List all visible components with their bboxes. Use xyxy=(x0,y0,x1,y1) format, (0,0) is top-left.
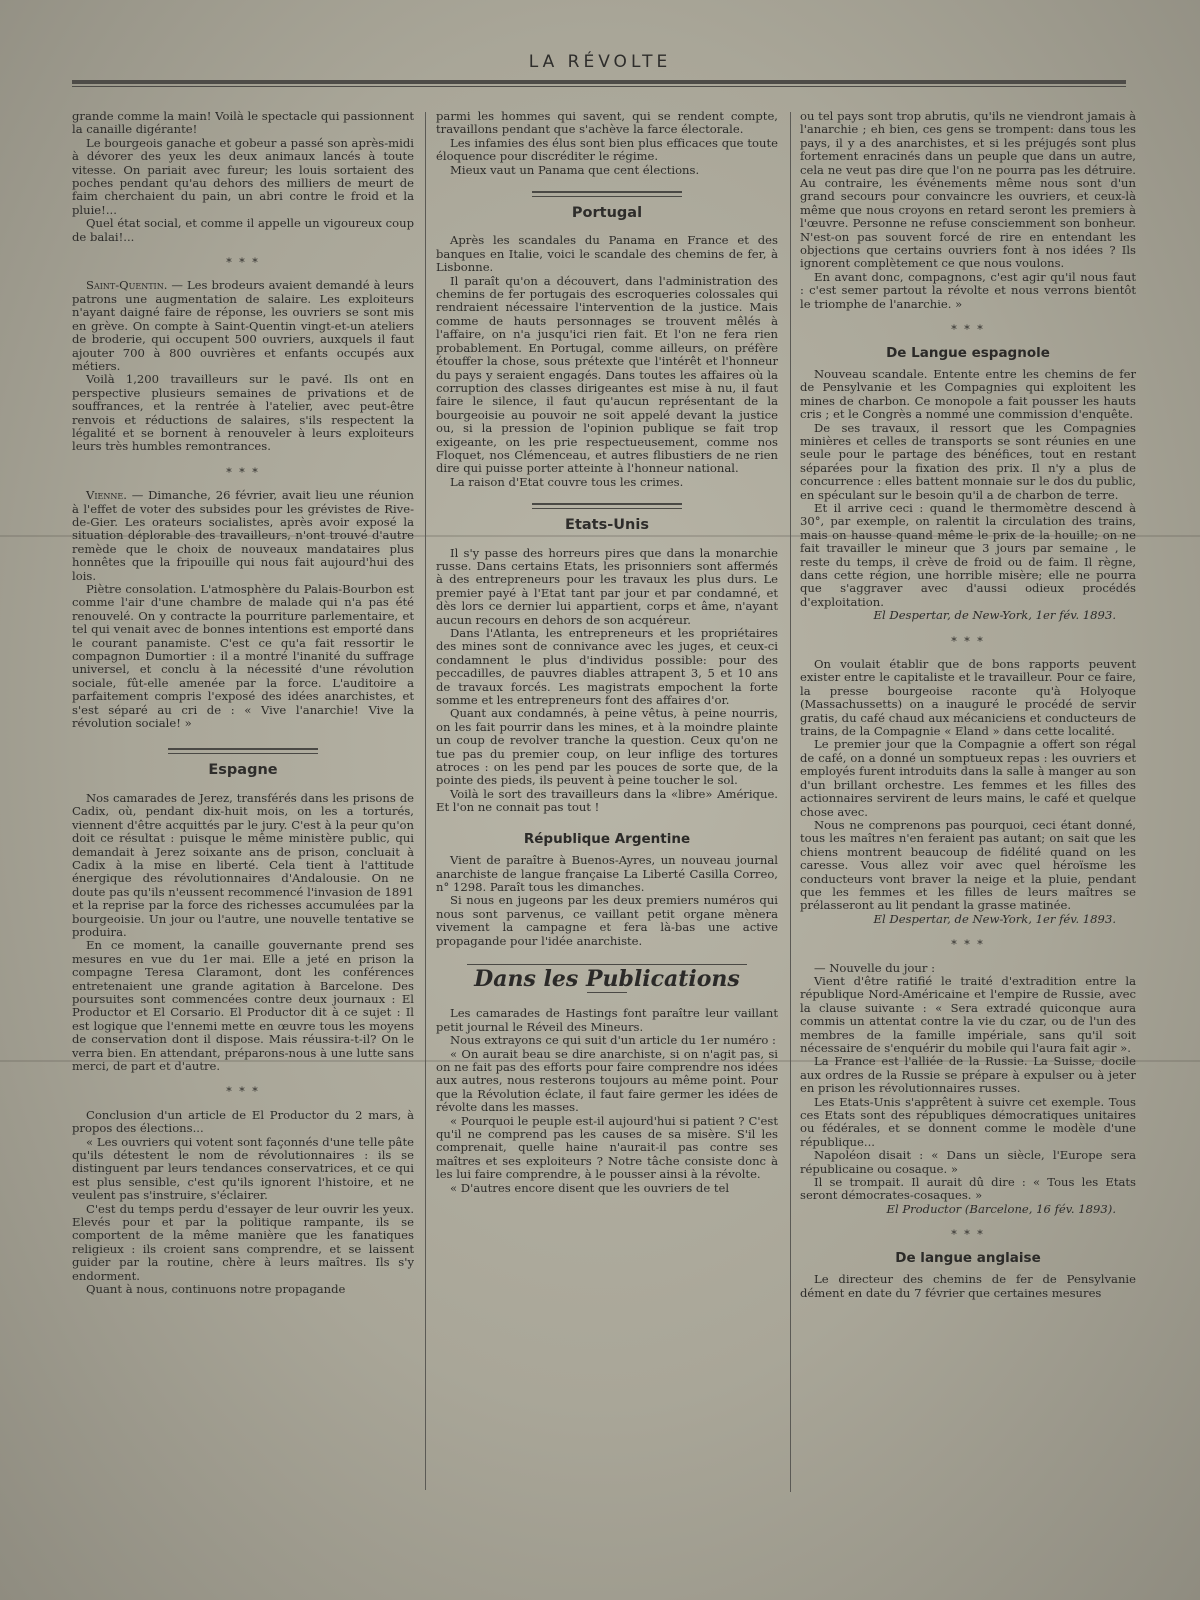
paragraph: Piètre consolation. L'atmosphère du Palais-Bourbon est comme l'air d'une chambre de malade qui n'a pas été renouvelé. On y contracte la pourriture parlementaire, et tel qui venait avec de bonnes intentions est emporté dans le courant panamiste. C'est ce qu'a fait ressortir le compagnon Dumortier : il a montré l'inanité du suffrage universel, et conclu à la nécessité d'une révolution sociale, fût-elle amenée par la force. L'auditoire a parfaitement compris l'exposé des idées anarchistes, et s'est séparé au cri de : « Vive l'anarchie! Vive la révolution sociale! » xyxy=(72,582,414,731)
paragraph: « Pourquoi le peuple est-il aujourd'hui si patient ? C'est qu'il ne comprend pas les causes de sa misère. S'il les comprenait, quelle haine n'aurait-il pas contre ses maîtres et ses exploiteurs ? Notre tâche consiste donc à les lui faire comprendre, à le pousser ainsi à la révolte. xyxy=(436,1113,778,1182)
section-heading-langue-espagnole: De Langue espagnole xyxy=(886,344,1050,361)
paragraph: — Nouvelle du jour : xyxy=(814,960,935,975)
section-heading-etats-unis: Etats-Unis xyxy=(436,503,778,532)
masthead-rule-thin xyxy=(72,86,1126,87)
column-divider xyxy=(790,112,791,1492)
paragraph: Le premier jour que la Compagnie a offert son régal de café, on a donné un somptueux repas : les ouvriers et employés furent introduits dans la salle à manger au son d'un brillant orchestre. Les femmes et les filles des actionnaires servirent de leurs mains, le café et quelque chose avec. xyxy=(800,737,1136,819)
section-rule xyxy=(467,964,747,965)
paragraph: Napoléon disait : « Dans un siècle, l'Europe sera républicaine ou cosaque. » xyxy=(800,1148,1136,1176)
paragraph: Et il arrive ceci : quand le thermomètre descend à 30°, par exemple, on ralentit la circulation des trains, mais on hausse quand même le prix de la houille; on ne fait travailler le mineur que 3 jours par semaine , le reste du temps, il crève de froid ou de faim. Il règne, dans cette région, une horrible misère; elle ne pourra que s'aggraver avec d'aussi odieux procédés d'exploitation. xyxy=(800,500,1136,609)
asterism: * * * xyxy=(951,323,985,337)
column-1 xyxy=(72,110,414,1480)
paragraph: Conclusion d'un article de El Productor du 2 mars, à propos des élections... xyxy=(72,1107,414,1136)
paragraph: Il paraît qu'on a découvert, dans l'administration des chemins de fer portugais des escroqueries colossales qui rendraient nécessaire l'intervention de la justice. Mais comme de hauts personnages se trouvent mêlés à l'affaire, on n'a jusqu'ici rien fait. Et l'on ne fera rien probablement. En Portugal, comme ailleurs, on préfère étouffer la chose, sous prétexte que l'intérêt et l'honneur du pays y seraient engagés. Dans toutes les affaires où la corruption des classes dirigeantes est mise à nu, il faut faire le silence, il faut qu'aucun représentant de la bourgeoisie au pouvoir ne soit appelé devant la justice ou, si la pression de l'opinion publique se fait trop exigeante, on les prie respectueusement, comme nos Floquet, nos Clémenceau, et autres flibustiers de ne rien dire qui puisse porter atteinte à l'honneur national. xyxy=(436,273,778,476)
section-rule xyxy=(587,992,627,993)
paragraph: Il s'y passe des horreurs pires que dans la monarchie russe. Dans certains Etats, les prisonniers sont affermés à des entrepreneurs pour les travaux les plus durs. Le premier payé à l'Etat tant par jour et par condamné, et dès lors ce dernier lui appartient, corps et âme, n'ayant aucun recours en dehors de son acquéreur. xyxy=(436,545,778,627)
paragraph: parmi les hommes qui savent, qui se rendent compte, travaillons pendant que s'achève la farce électorale. xyxy=(436,110,778,137)
asterism: * * * xyxy=(226,1085,260,1099)
source-credit: El Productor (Barcelone, 16 fév. 1893). xyxy=(886,1201,1116,1216)
paragraph: On voulait établir que de bons rapports peuvent exister entre le capitaliste et le travailleur. Pour ce faire, la presse bourgeoise raconte qu'à Holyoque (Massachussetts) on a inauguré le procédé de servir gratis, du café chaud aux mécaniciens et conducteurs de trains, de la Compagnie « Eland » dans cette localité. xyxy=(800,657,1136,739)
paragraph: Si nous en jugeons par les deux premiers numéros qui nous sont parvenus, ce vaillant petit organe mènera vivement la campagne et fera là-bas une active propagande pour l'idée anarchiste. xyxy=(436,893,778,948)
paragraph: Nous extrayons ce qui suit d'un article du 1er numéro : xyxy=(450,1033,776,1048)
paragraph: Voilà 1,200 travailleurs sur le pavé. Ils ont en perspective plusieurs semaines de privations et de souffrances, et la rentrée à l'atelier, avec peut-être renvois et réductions de salaires, s'ils respectent la légalité et se bornent à renouveler à leurs exploiteurs leurs très humbles remontrances. xyxy=(72,372,414,454)
asterism: * * * xyxy=(226,465,260,479)
paragraph: Nos camarades de Jerez, transférés dans les prisons de Cadix, où, pendant dix-huit mois, on les a torturés, viennent d'être acquittés par le jury. C'est à la peur qu'on doit ce résultat : puisque le même ministère public, qui demandait à Jerez soixante ans de prison, concluait à Cadix à la mise en liberté. Cela tient à l'attitude énergique des révolutionnaires d'Andalousie. On ne doute pas qu'ils n'eussent recommencé l'invasion de 1891 et la reprise par la force des richesses accumulées par la bourgeoisie. Un jour ou l'autre, une nouvelle tentative se produira. xyxy=(72,790,414,939)
paragraph: Il se trompait. Il aurait dû dire : « Tous les Etats seront démocrates-cosaques. » xyxy=(800,1175,1136,1203)
source-credit: El Despertar, de New-York, 1er fév. 1893. xyxy=(873,911,1116,926)
paragraph: Nous ne comprenons pas pourquoi, ceci étant donné, tous les maîtres n'en feraient pas autant; on sait que les chiens montrent beaucoup de fidélité quand on les caresse. Vous allez voir avec quel héroïsme les conducteurs vont braver la neige et la pluie, pendant que les femmes et les filles de leurs maîtres se prélasseront au lit pendant la grasse matinée. xyxy=(800,817,1136,913)
masthead: LA RÉVOLTE xyxy=(528,52,672,72)
column-2 xyxy=(436,110,778,1480)
paragraph: Après les scandales du Panama en France et des banques en Italie, voici le scandale des chemins de fer, à Lisbonne. xyxy=(436,233,778,275)
paragraph: Le directeur des chemins de fer de Pensylvanie dément en date du 7 février que certaines mesures xyxy=(800,1272,1136,1300)
section-heading-langue-anglaise: De langue anglaise xyxy=(895,1249,1041,1266)
paragraph: De ses travaux, il ressort que les Compagnies minières et celles de transports se sont réunies en une seule pour le partage des bénéfices, tout en restant séparées pour la fixation des prix. Il n'y a plus de concurrence : elles battent monnaie sur le dos du public, en spéculant sur le besoin qu'il a de charbon de terre. xyxy=(800,420,1136,502)
paragraph: La raison d'Etat couvre tous les crimes. xyxy=(450,474,684,489)
paragraph: « D'autres encore disent que les ouvriers de tel xyxy=(450,1180,730,1195)
paragraph: La France est l'alliée de la Russie. La Suisse, docile aux ordres de la Russie se prépare à expulser ou à jeter en prison les révolutionnaires russes. xyxy=(800,1054,1136,1096)
masthead-rule xyxy=(72,80,1126,84)
section-heading-espagne: Espagne xyxy=(72,748,414,777)
paragraph: Quant aux condamnés, à peine vêtus, à peine nourris, on les fait pourrir dans les mines, et à la moindre plainte un coup de revolver tranche la question. Ceux qu'on ne tue pas du premier coup, on leur inflige des tortures atroces : on les pend par les pouces de sorte que, de la pointe des pieds, ils peuvent à peine toucher le sol. xyxy=(436,706,778,788)
paragraph: Vient de paraître à Buenos-Ayres, un nouveau journal anarchiste de langue française La Liberté Casilla Correo, n° 1298. Paraît tous les dimanches. xyxy=(436,853,778,894)
source-credit: El Despertar, de New-York, 1er fév. 1893. xyxy=(873,608,1116,623)
dateline: Saint-Quentin. xyxy=(86,278,168,293)
asterism: * * * xyxy=(951,634,985,648)
paragraph: En ce moment, la canaille gouvernante prend ses mesures en vue du 1er mai. Elle a jeté en prison la compagne Teresa Claramont, dont les conférences entretenaient une grande agitation à Barcelone. Des poursuites sont commencées contre deux journaux : El Productor et El Corsario. El Productor dit à ce sujet : Il est logique que l'ennemi mette en œuvre tous les moyens de conservation dont il dispose. Mais réussira-t-il? On le verra bien. En attendant, préparons-nous à une lutte sans merci, de part et d'autre. xyxy=(72,938,414,1073)
paragraph: Dans l'Atlanta, les entrepreneurs et les propriétaires des mines sont de connivance avec les juges, et ceux-ci condamnent le plus d'individus possible: pour des peccadilles, de pauvres diables attrapent 3, 5 et 10 ans de travaux forcés. Les magistrats empochent la forte somme et les entrepreneurs font des affaires d'or. xyxy=(436,626,778,708)
paragraph: — Les brodeurs avaient demandé à leurs patrons une augmentation de salaire. Les exploiteurs n'ayant daigné faire de réponse, les ouvriers se sont mis en grève. On compte à Saint-Quentin vingt-et-un ateliers de broderie, qui occupent 500 ouvriers, auxquels il faut ajouter 700 à 800 ouvrières et enfants occupés aux métiers. xyxy=(72,278,414,373)
paragraph: ou tel pays sont trop abrutis, qu'ils ne viendront jamais à l'anarchie ; eh bien, ces gens se trompent: dans tous les pays, il y a des anarchistes, et si les préjugés sont plus fortement enracinés dans un peuple que dans un autre, cela ne veut pas dire que l'on ne pourra pas les détruire. Au contraire, les événements même nous sont d'un grand secours pour convaincre les ouvriers, et ceux-là même que nous croyons en retard seront les premiers à l'œuvre. Personne ne refuse consciemment son bonheur. N'est-on pas souvent forcé de rire en entendant les objections que certains ouvriers font à nos idées ? Ils ignorent complètement ce que nous voulons. xyxy=(800,110,1136,271)
dateline: Vienne. xyxy=(86,488,127,503)
asterism: * * * xyxy=(951,1228,985,1242)
paragraph: C'est du temps perdu d'essayer de leur ouvrir les yeux. Elevés pour et par la politique rampante, ils se comportent de la même manière que les fanatiques religieux : ils croient sans comprendre, et se laissent guider par la routine, chère à leurs maîtres. Ils s'y endorment. xyxy=(72,1201,414,1283)
paragraph: Mieux vaut un Panama que cent élections. xyxy=(450,162,700,177)
paragraph: En avant donc, compagnons, c'est agir qu'il nous faut : c'est semer partout la révolte et nous verrons bientôt le triomphe de l'anarchie. » xyxy=(800,269,1136,311)
paragraph: « On aurait beau se dire anarchiste, si on n'agit pas, si on ne fait pas des efforts pour faire comprendre nos idées aux autres, nous resterons toujours au même point. Pour que la Révolution éclate, il faut faire germer les idées de révolte dans les masses. xyxy=(436,1046,778,1115)
section-heading-portugal: Portugal xyxy=(436,191,778,220)
column-3 xyxy=(800,110,1136,1475)
paragraph: Les camarades de Hastings font paraître leur vaillant petit journal le Réveil des Mineurs. xyxy=(436,1006,778,1034)
paragraph: Vient d'être ratifié le traité d'extradition entre la république Nord-Américaine et l'empire de Russie, avec la clause suivante : « Sera extradé quiconque aura commis un attentat contre la vie du czar, ou de l'un des membres de la famille impériale, sans qu'il soit nécessaire de s'enquérir du mobile qui l'aura fait agir ». xyxy=(800,973,1136,1055)
paragraph: Voilà le sort des travailleurs dans la «libre» Amérique. Et l'on ne connait pas tout ! xyxy=(436,786,778,815)
paragraph: Quel état social, et comme il appelle un vigoureux coup de balai!... xyxy=(72,216,414,244)
paragraph: Les Etats-Unis s'apprêtent à suivre cet exemple. Tous ces Etats sont des républiques démocratiques unitaires ou fédérales, et se donnent comme le modèle d'une république... xyxy=(800,1094,1136,1149)
asterism: * * * xyxy=(226,256,260,270)
asterism: * * * xyxy=(951,938,985,952)
section-heading-publications: Dans les Publications xyxy=(474,965,740,992)
column-divider xyxy=(425,112,426,1490)
section-heading-republique-argentine: République Argentine xyxy=(523,830,691,847)
paragraph: — Dimanche, 26 février, avait lieu une réunion à l'effet de voter des subsides pour les grévistes de Rive-de-Gier. Les orateurs socialistes, après avoir exposé la situation déplorable des travailleurs, n'ont trouvé d'autre remède que le choix de nouveaux mandataires plus honnêtes que la fripouille qui nous fait aujourd'hui des lois. xyxy=(72,488,414,583)
paragraph: « Les ouvriers qui votent sont façonnés d'une telle pâte qu'ils détestent le nom de révolutionnaires : ils se distinguent par leurs tendances conservatrices, et ce qui est plus sensible, c'est qu'ils ignorent l'histoire, et ne veulent pas s'instruire, s'éclairer. xyxy=(72,1134,414,1203)
paragraph: Nouveau scandale. Entente entre les chemins de fer de Pensylvanie et les Compagnies qui exploitent les mines de charbon. Ce monopole a fait pousser les hauts cris ; et le Congrès a nommé une commission d'enquête. xyxy=(800,366,1136,422)
paragraph: Le bourgeois ganache et gobeur a passé son après-midi à dévorer des yeux les deux animaux lancés à toute vitesse. On pariait avec fureur; les louis sortaient des poches pendant qu'au dehors des milliers de meurt de faim cherchaient du pain, un abri contre le froid et la pluie!... xyxy=(72,135,414,217)
paragraph: grande comme la main! Voilà le spectacle qui passionnent la canaille digérante! xyxy=(72,110,414,137)
paragraph: Les infamies des élus sont bien plus efficaces que toute éloquence pour discréditer le régime. xyxy=(436,135,778,164)
paragraph: Quant à nous, continuons notre propagande xyxy=(86,1282,346,1297)
